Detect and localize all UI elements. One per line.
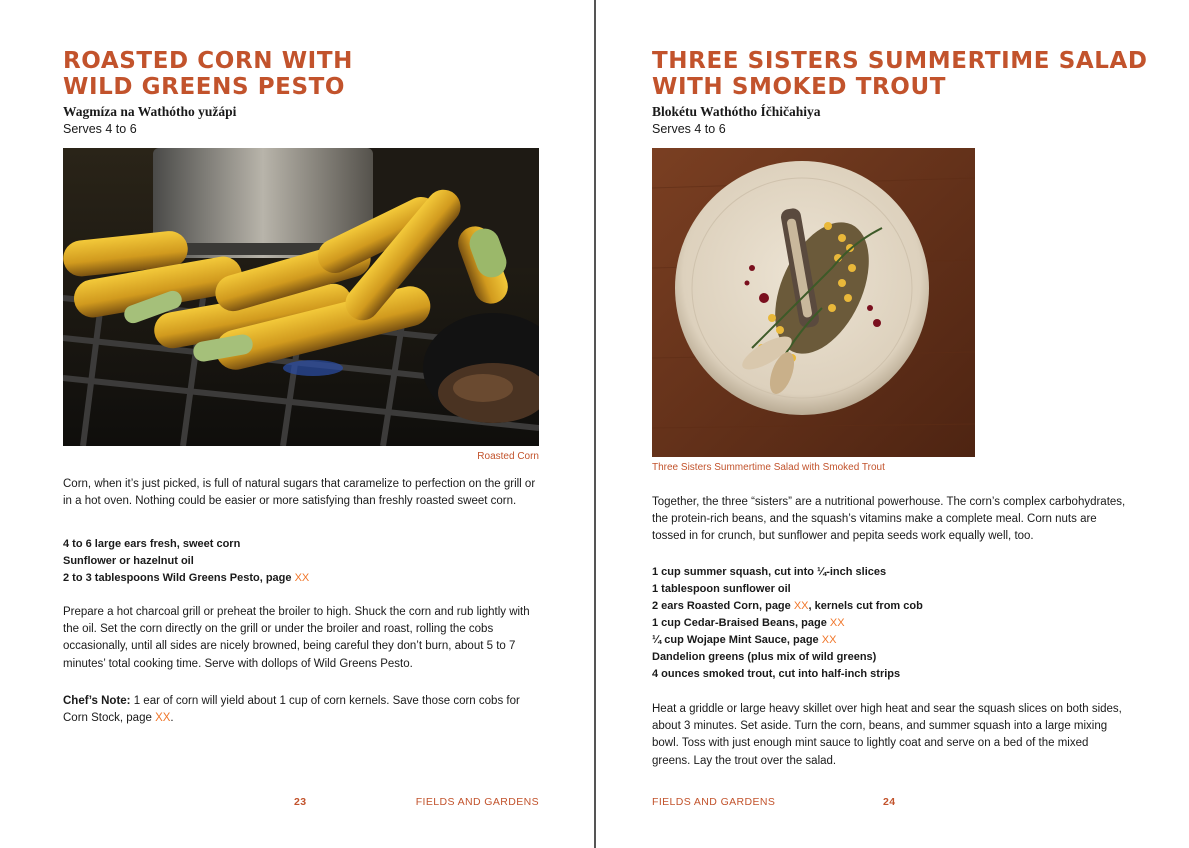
serves-text: Serves 4 to 6	[63, 122, 137, 136]
running-head: FIELDS AND GARDENS	[652, 796, 776, 808]
page-number: 23	[294, 796, 307, 808]
ingredient-text: 2 ears Roasted Corn, page	[652, 600, 794, 612]
ingredient-text: , kernels cut from cob	[808, 600, 923, 612]
chefs-note-end: .	[170, 712, 174, 725]
ingredient-item	[652, 615, 1128, 632]
ingredient-list	[63, 536, 539, 587]
recipe-title-line2: WILD GREENS PESTO	[63, 74, 346, 100]
intro-paragraph: Together, the three “sisters” are a nutritional powerhouse. The corn’s complex carbohydrates, the protein-rich beans, and the squash’s vitamins make a complete meal. Corn nuts are tossed in for crunch, but sunflower and pepita seeds work equally well, too.	[652, 496, 1126, 543]
ingredient-text: 1 cup Cedar-Braised Beans, page	[652, 617, 830, 629]
running-head: FIELDS AND GARDENS	[415, 796, 539, 808]
recipe-title-line2: WITH SMOKED TROUT	[652, 74, 947, 100]
roasted-corn-photo	[63, 148, 539, 446]
page-gutter	[594, 0, 596, 848]
photo-caption: Roasted Corn	[477, 451, 539, 462]
ingredient-item	[63, 570, 539, 587]
recipe-title	[63, 48, 583, 100]
page-reference-link[interactable]: XX	[155, 712, 171, 725]
method-paragraph: Prepare a hot charcoal grill or preheat the broiler to high. Shuck the corn and rub lightly with the oil. Set the corn directly on the grill or under the broiler and roast, rolling the cobs occasionally, until all sides are nicely browned, being careful they don’t burn, about 5 to 7 minutes’ total cooking time. Serve with dollops of Wild Greens Pesto.	[63, 606, 530, 670]
page-reference-link[interactable]: XX	[793, 600, 809, 612]
ingredient-item: Sunflower or hazelnut oil	[63, 555, 194, 567]
ingredient-item	[652, 598, 1128, 615]
chefs-note	[63, 693, 539, 727]
right-page	[652, 0, 1148, 848]
method-paragraph: Heat a griddle or large heavy skillet over high heat and sear the squash slices on both sides, about 3 minutes. Set aside. Turn the corn, beans, and summer squash into a large mixing bowl. Toss with just enough mint sauce to lightly coat and serve on a bed of the mixed greens. Lay the trout over the salad.	[652, 703, 1122, 767]
page-reference-link[interactable]: XX	[829, 617, 845, 629]
page-reference-link[interactable]: XX	[294, 572, 310, 584]
chefs-note-label: Chef’s Note:	[63, 695, 131, 707]
ingredient-item: 4 to 6 large ears fresh, sweet corn	[63, 538, 241, 550]
native-title: Wagmíza na Wathóthо yužápi	[63, 104, 237, 119]
ingredient-item: Dandelion greens (plus mix of wild greens)	[652, 651, 877, 663]
ingredient-item	[652, 632, 1128, 649]
page-reference-link[interactable]: XX	[821, 634, 837, 646]
native-title: Blokétu Wathóthо Íčhičahiya	[652, 104, 821, 119]
recipe-title-line1: ROASTED CORN WITH	[63, 48, 353, 74]
ingredient-item: 1 cup summer squash, cut into ¼-inch slices	[652, 566, 887, 578]
ingredient-text: ¼ cup Wojape Mint Sauce, page	[652, 634, 822, 646]
recipe-title	[652, 48, 1172, 100]
ingredient-item: 4 ounces smoked trout, cut into half-inch strips	[652, 668, 901, 680]
left-page	[63, 0, 539, 848]
ingredient-text: 2 to 3 tablespoons Wild Greens Pesto, page	[63, 572, 295, 584]
chefs-note-text: 1 ear of corn will yield about 1 cup of corn kernels. Save those corn cobs for Corn Stock, page	[63, 695, 520, 725]
intro-paragraph: Corn, when it’s just picked, is full of natural sugars that caramelize to perfection on the grill or in a hot oven. Nothing could be easier or more satisfying than freshly roasted sweet corn.	[63, 478, 536, 508]
recipe-title-line1: THREE SISTERS SUMMERTIME SALAD	[652, 48, 1148, 74]
serves-text: Serves 4 to 6	[652, 122, 726, 136]
salad-photo	[652, 148, 975, 457]
page-number: 24	[883, 796, 896, 808]
photo-caption: Three Sisters Summertime Salad with Smoked Trout	[652, 462, 885, 473]
ingredient-item: 1 tablespoon sunflower oil	[652, 583, 791, 595]
ingredient-list	[652, 564, 1128, 683]
